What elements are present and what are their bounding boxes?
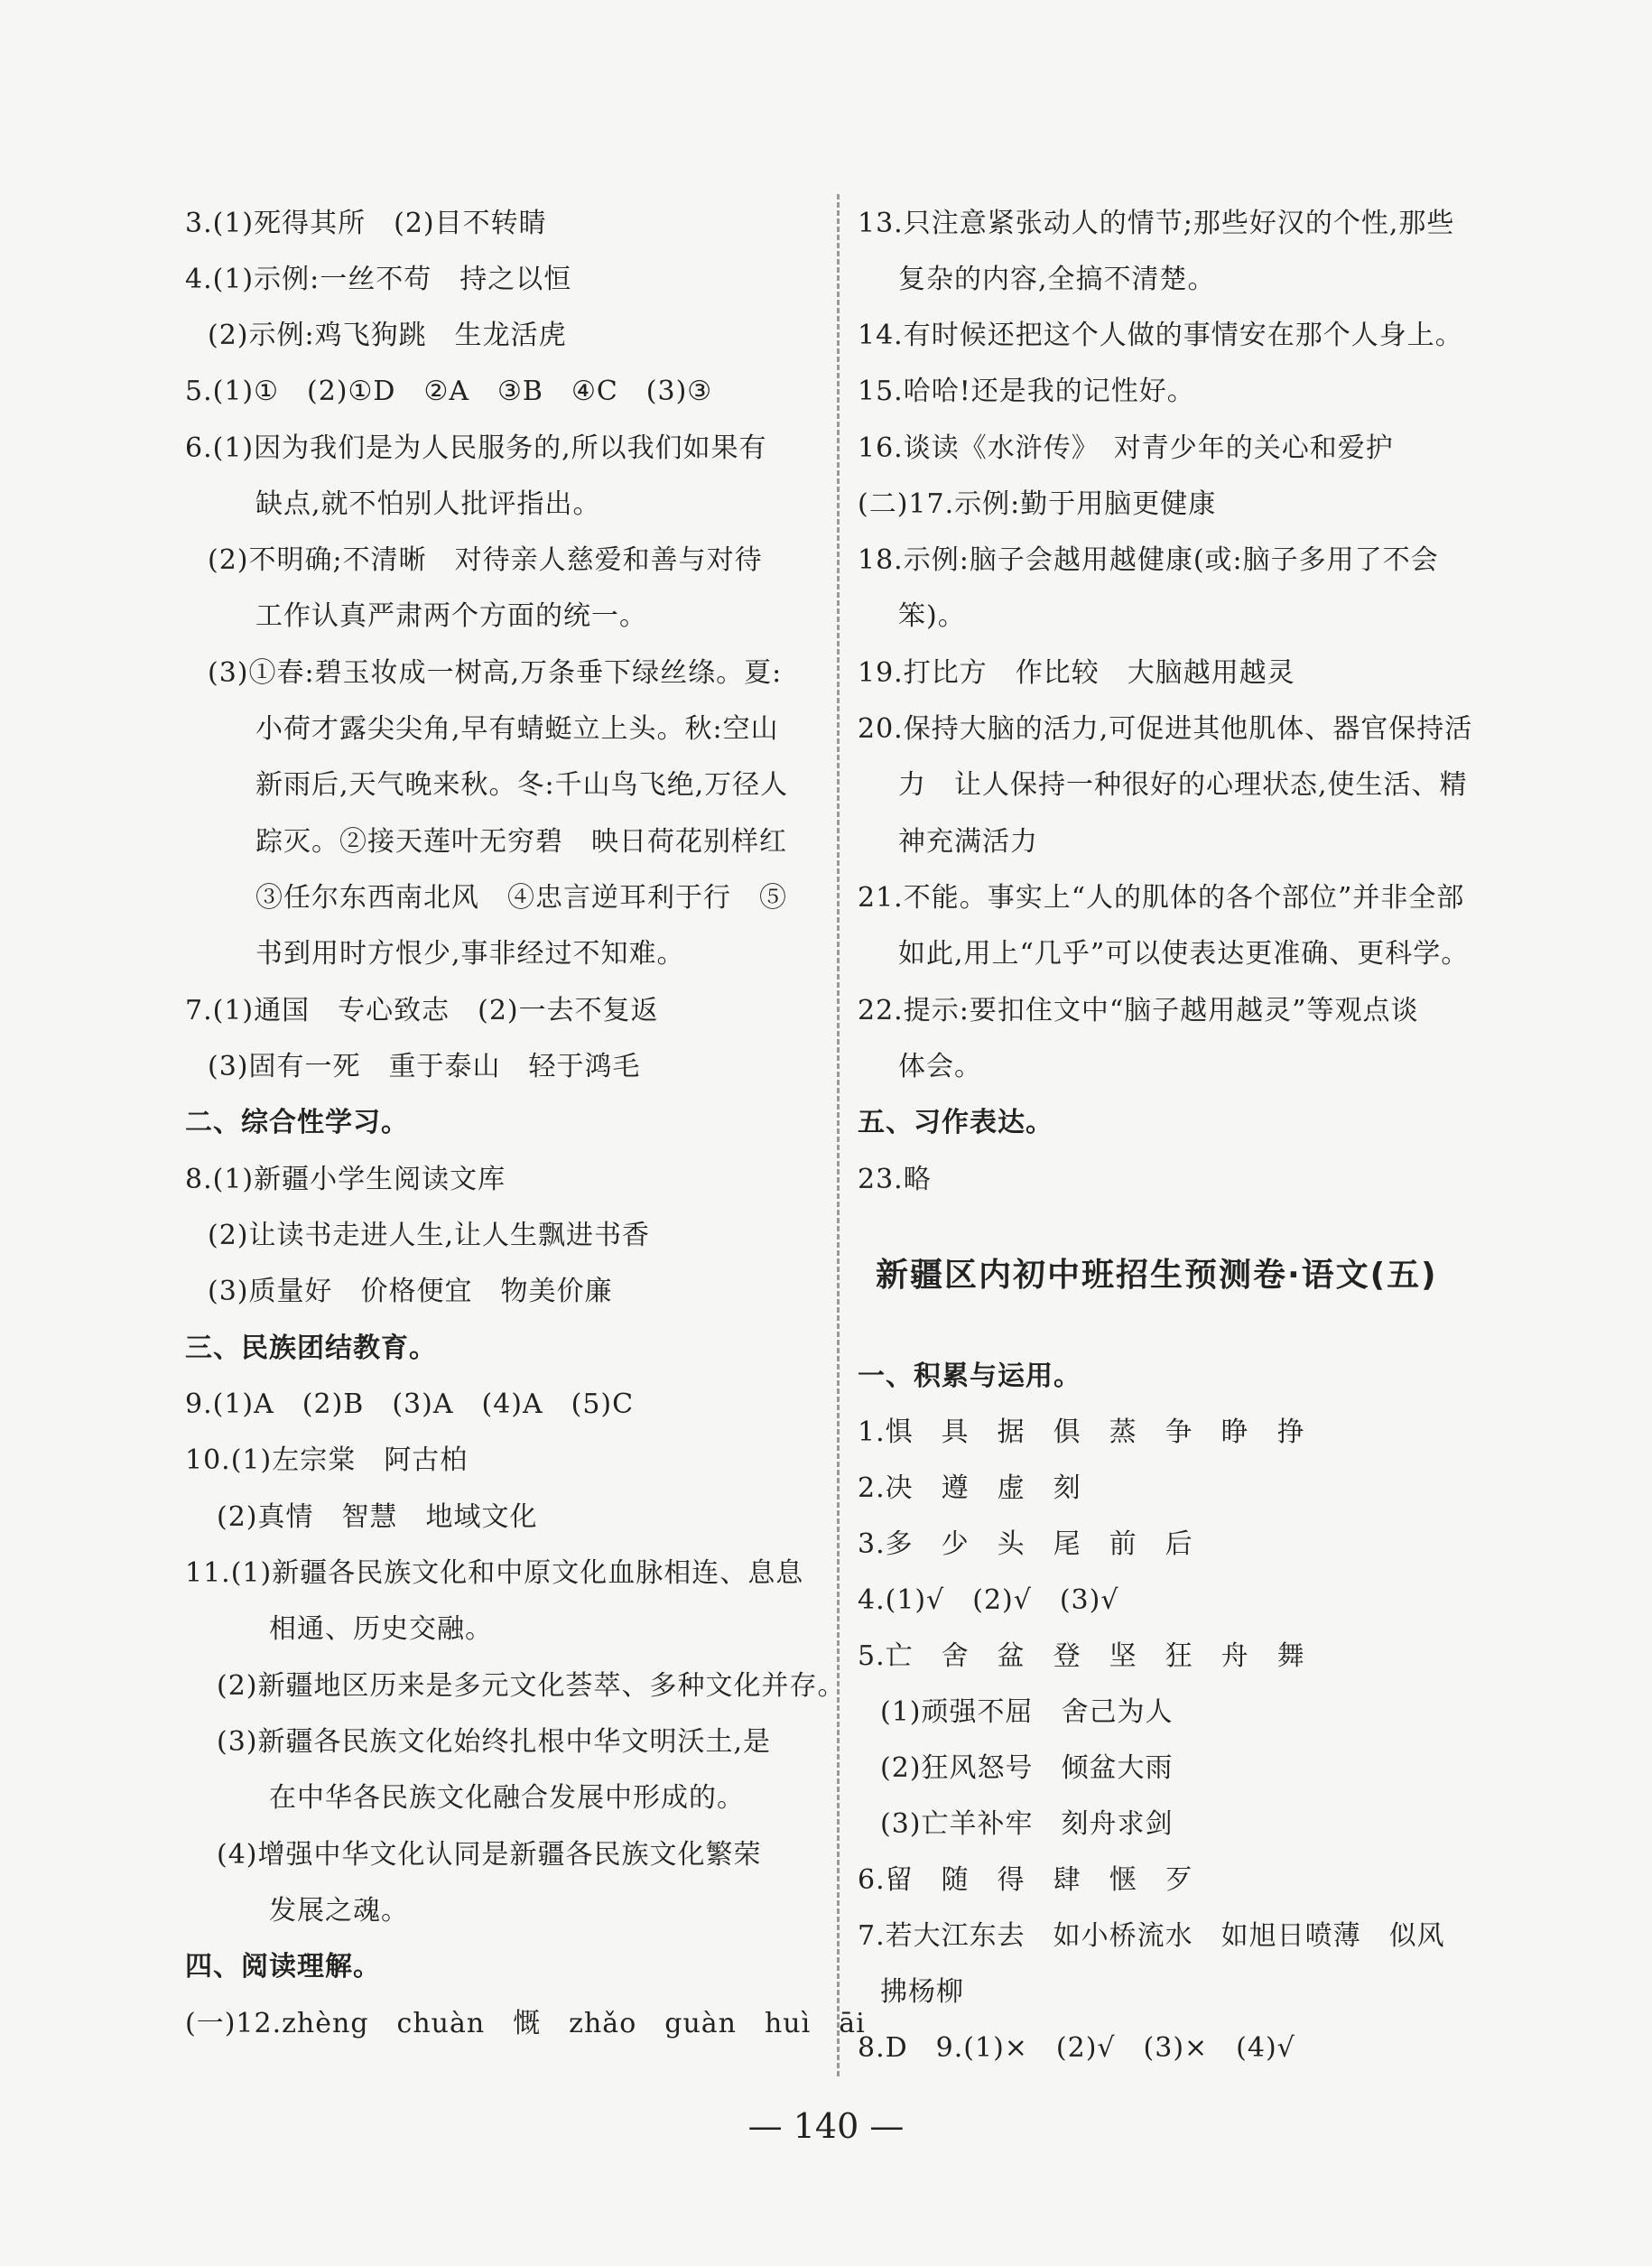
answer-line: 8.(1)新疆小学生阅读文库: [185, 1164, 506, 1195]
answer-line: (3)固有一死 重于泰山 轻于鸿毛: [208, 1051, 641, 1082]
answer-line: 16.谈读《水浒传》 对青少年的关心和爱护: [858, 432, 1394, 464]
answer-line: 书到用时方恨少,事非经过不知难。: [255, 938, 685, 970]
answer-line: 20.保持大脑的活力,可促进其他肌体、器官保持活: [858, 713, 1473, 745]
answer-line: 6.(1)因为我们是为人民服务的,所以我们如果有: [185, 432, 767, 464]
answer-line: 缺点,就不怕别人批评指出。: [255, 488, 601, 520]
answer-line: (2)真情 智慧 地域文化: [217, 1501, 538, 1533]
answer-line: 发展之魂。: [269, 1895, 409, 1927]
answer-line: 复杂的内容,全搞不清楚。: [898, 264, 1216, 295]
answer-line: 5.亡 舍 盆 登 坚 狂 舟 舞: [858, 1640, 1305, 1672]
answer-line: 22.提示:要扣住文中“脑子越用越灵”等观点谈: [858, 995, 1419, 1026]
answer-line: 15.哈哈!还是我的记性好。: [858, 376, 1195, 407]
answer-line: (2)示例:鸡飞狗跳 生龙活虎: [208, 320, 567, 351]
answer-line: 小荷才露尖尖角,早有蜻蜓立上头。秋:空山: [255, 713, 779, 745]
answer-line: 新雨后,天气晚来秋。冬:千山鸟飞绝,万径人: [255, 769, 789, 801]
answer-line: 11.(1)新疆各民族文化和中原文化血脉相连、息息: [185, 1557, 804, 1589]
section-heading: 五、习作表达。: [858, 1107, 1053, 1138]
answer-line: (一)12.zhèng chuàn 慨 zhǎo guàn huì āi: [185, 2008, 866, 2039]
answer-line: 7.(1)通国 专心致志 (2)一去不复返: [185, 995, 659, 1026]
answer-line: 14.有时候还把这个人做的事情安在那个人身上。: [858, 320, 1463, 351]
section-heading: 二、综合性学习。: [185, 1107, 409, 1138]
answer-line: 工作认真严肃两个方面的统一。: [255, 600, 647, 632]
answer-line: 10.(1)左宗棠 阿古柏: [185, 1444, 469, 1476]
answer-line: 相通、历史交融。: [269, 1613, 493, 1645]
section-heading: 四、阅读理解。: [185, 1951, 381, 1983]
answer-line: (2)新疆地区历来是多元文化荟萃、多种文化并存。: [217, 1670, 846, 1702]
answer-line: 神充满活力: [898, 826, 1038, 858]
answer-line: 3.多 少 头 尾 前 后: [858, 1528, 1193, 1560]
answer-line: 3.(1)死得其所 (2)目不转睛: [185, 208, 547, 239]
section-heading: 一、积累与运用。: [858, 1361, 1081, 1392]
answer-line: (3)①春:碧玉妆成一树高,万条垂下绿丝绦。夏:: [208, 657, 783, 689]
column-divider: [837, 194, 840, 2076]
answer-line: 4.(1)√ (2)√ (3)√: [858, 1584, 1119, 1616]
answer-line: 拂杨柳: [880, 1976, 964, 2008]
answer-line: (3)新疆各民族文化始终扎根中华文明沃土,是: [217, 1726, 772, 1758]
answer-line: (4)增强中华文化认同是新疆各民族文化繁荣: [217, 1839, 762, 1871]
answer-line: 2.决 遵 虚 刻: [858, 1472, 1081, 1504]
answer-line: 笨)。: [898, 600, 966, 632]
answer-line: 体会。: [898, 1051, 982, 1082]
answer-line: (3)亡羊补牢 刻舟求剑: [880, 1808, 1174, 1840]
answer-line: 踪灭。②接天莲叶无穷碧 映日荷花别样红: [255, 826, 787, 858]
answer-line: 力 让人保持一种很好的心理状态,使生活、精: [898, 769, 1468, 801]
answer-line: 23.略: [858, 1164, 932, 1195]
answer-line: 21.不能。事实上“人的肌体的各个部位”并非全部: [858, 882, 1465, 914]
answer-line: 1.惧 具 据 俱 蒸 争 睁 挣: [858, 1416, 1305, 1448]
answer-line: 4.(1)示例:一丝不苟 持之以恒: [185, 264, 572, 295]
answer-line: 18.示例:脑子会越用越健康(或:脑子多用了不会: [858, 544, 1439, 576]
answer-line: 5.(1)① (2)①D ②A ③B ④C (3)③: [185, 376, 713, 407]
answer-line: 如此,用上“几乎”可以使表达更准确、更科学。: [898, 938, 1470, 970]
exam-title: 新疆区内初中班招生预测卷·语文(五): [876, 1257, 1438, 1294]
answer-line: (1)顽强不屈 舍己为人: [880, 1696, 1174, 1728]
answer-line: 13.只注意紧张动人的情节;那些好汉的个性,那些: [858, 208, 1455, 239]
answer-line: 9.(1)A (2)B (3)A (4)A (5)C: [185, 1388, 635, 1420]
page-number: — 140 —: [747, 2106, 905, 2146]
answer-line: (2)狂风怒号 倾盆大雨: [880, 1752, 1174, 1784]
answer-line: ③任尔东西南北风 ④忠言逆耳利于行 ⑤: [255, 882, 787, 914]
answer-line: 在中华各民族文化融合发展中形成的。: [269, 1782, 745, 1814]
answer-line: 19.打比方 作比较 大脑越用越灵: [858, 657, 1295, 689]
answer-line: 8.D 9.(1)× (2)√ (3)× (4)√: [858, 2032, 1295, 2064]
section-heading: 三、民族团结教育。: [185, 1333, 437, 1364]
answer-line: 6.留 随 得 肆 惬 歹: [858, 1864, 1193, 1896]
answer-line: 7.若大江东去 如小桥流水 如旭日喷薄 似风: [858, 1920, 1445, 1952]
answer-line: (2)不明确;不清晰 对待亲人慈爱和善与对待: [208, 544, 763, 576]
answer-line: (二)17.示例:勤于用脑更健康: [858, 488, 1217, 520]
answer-line: (2)让读书走进人生,让人生飘进书香: [208, 1220, 651, 1251]
answer-line: (3)质量好 价格便宜 物美价廉: [208, 1276, 613, 1307]
